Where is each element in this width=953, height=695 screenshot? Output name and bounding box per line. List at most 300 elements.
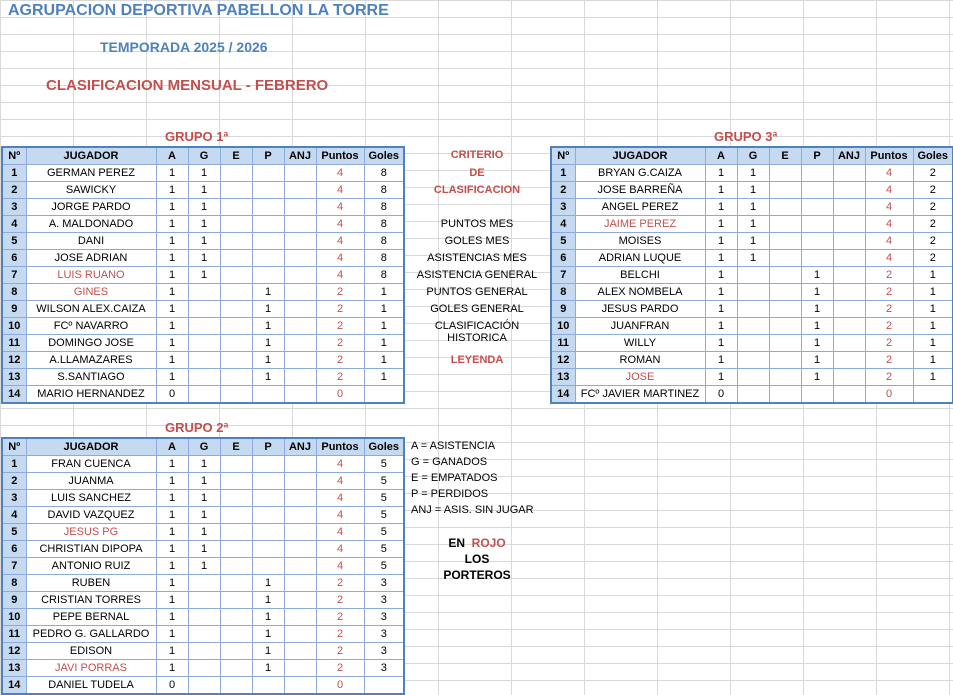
- player-name: WILSON ALEX.CAIZA: [26, 301, 156, 318]
- player-name: MARIO HERNANDEZ: [26, 386, 156, 404]
- cell-n: 3: [551, 199, 575, 216]
- cell-g: 1: [188, 490, 220, 507]
- note-en: EN: [448, 536, 465, 550]
- cell-pts: 4: [316, 490, 364, 507]
- cell-n: 8: [2, 284, 26, 301]
- cell-a: 1: [156, 643, 188, 660]
- cell-e: [769, 335, 801, 352]
- table-row: [2, 490, 404, 507]
- cell-a: 1: [705, 199, 737, 216]
- player-name: JORGE PARDO: [26, 199, 156, 216]
- cell-e: [220, 541, 252, 558]
- cell-anj: [284, 250, 316, 267]
- table-row: [551, 250, 953, 267]
- table-row: [2, 575, 404, 592]
- table-row: [2, 609, 404, 626]
- cell-g: 1: [737, 233, 769, 250]
- column-header: A: [705, 147, 737, 165]
- cell-pts: 4: [316, 267, 364, 284]
- column-header: P: [252, 438, 284, 456]
- group-1-table: [1, 146, 405, 404]
- cell-pts: 2: [316, 369, 364, 386]
- cell-pts: 4: [865, 199, 913, 216]
- cell-a: 1: [156, 352, 188, 369]
- cell-p: 1: [252, 301, 284, 318]
- cell-n: 6: [2, 541, 26, 558]
- cell-p: [252, 267, 284, 284]
- cell-n: 4: [2, 507, 26, 524]
- cell-e: [769, 267, 801, 284]
- cell-anj: [284, 267, 316, 284]
- player-name: DANI: [26, 233, 156, 250]
- criteria-item: PUNTOS MES: [440, 218, 514, 230]
- cell-goles: [913, 386, 953, 404]
- cell-p: [801, 165, 833, 182]
- cell-n: 12: [551, 352, 575, 369]
- cell-pts: 4: [865, 165, 913, 182]
- cell-anj: [284, 490, 316, 507]
- group-3-table: [550, 146, 953, 404]
- cell-anj: [284, 335, 316, 352]
- cell-goles: 3: [364, 592, 404, 609]
- cell-a: 1: [156, 318, 188, 335]
- player-name: FCº JAVIER MARTINEZ: [575, 386, 705, 404]
- cell-e: [220, 386, 252, 404]
- column-header: ANJ: [284, 438, 316, 456]
- cell-a: 1: [156, 250, 188, 267]
- criteria-heading-de: DE: [469, 167, 485, 179]
- cell-pts: 2: [316, 335, 364, 352]
- column-header: A: [156, 438, 188, 456]
- criteria-item: ASISTENCIAS MES: [427, 252, 527, 264]
- cell-pts: 2: [865, 369, 913, 386]
- cell-a: 1: [705, 182, 737, 199]
- goalkeeper-note-line1: [404, 536, 550, 550]
- cell-a: 1: [156, 456, 188, 473]
- cell-g: [188, 386, 220, 404]
- cell-anj: [833, 216, 865, 233]
- cell-g: 1: [188, 165, 220, 182]
- player-name: JOSE BARREÑA: [575, 182, 705, 199]
- cell-pts: 4: [865, 182, 913, 199]
- cell-n: 6: [2, 250, 26, 267]
- player-name: JAVI PORRAS: [26, 660, 156, 677]
- cell-g: [188, 575, 220, 592]
- cell-n: 14: [2, 386, 26, 404]
- player-name: ROMAN: [575, 352, 705, 369]
- cell-p: [801, 216, 833, 233]
- cell-g: 1: [737, 182, 769, 199]
- player-name: LUIS SANCHEZ: [26, 490, 156, 507]
- cell-n: 13: [2, 660, 26, 677]
- table-row: [2, 643, 404, 660]
- cell-p: 1: [252, 609, 284, 626]
- cell-a: 1: [156, 182, 188, 199]
- cell-goles: 2: [913, 199, 953, 216]
- player-name: SAWICKY: [26, 182, 156, 199]
- cell-n: 2: [551, 182, 575, 199]
- cell-g: 1: [188, 233, 220, 250]
- monthly-classification-title: CLASIFICACION MENSUAL - FEBRERO: [46, 77, 329, 94]
- cell-g: [737, 267, 769, 284]
- cell-e: [769, 318, 801, 335]
- cell-goles: 1: [913, 284, 953, 301]
- cell-goles: 5: [364, 473, 404, 490]
- player-name: JESUS PARDO: [575, 301, 705, 318]
- cell-n: 6: [551, 250, 575, 267]
- cell-anj: [833, 369, 865, 386]
- group-3-title: GRUPO 3ª: [714, 129, 778, 144]
- cell-goles: 2: [913, 216, 953, 233]
- cell-goles: 1: [364, 284, 404, 301]
- cell-p: 1: [252, 643, 284, 660]
- cell-a: 1: [705, 267, 737, 284]
- table-row: [2, 473, 404, 490]
- cell-e: [220, 592, 252, 609]
- cell-a: 0: [156, 386, 188, 404]
- player-name: JAIME PEREZ: [575, 216, 705, 233]
- legend-item: E = EMPATADOS: [411, 472, 498, 484]
- cell-goles: 5: [364, 558, 404, 575]
- cell-p: [801, 182, 833, 199]
- table-row: [2, 318, 404, 335]
- cell-pts: 4: [316, 473, 364, 490]
- cell-goles: 1: [913, 352, 953, 369]
- legend-item: P = PERDIDOS: [411, 488, 489, 500]
- cell-g: [188, 626, 220, 643]
- cell-goles: 3: [364, 609, 404, 626]
- criteria-item: ASISTENCIA GENERAL: [416, 269, 538, 281]
- cell-anj: [833, 165, 865, 182]
- cell-p: 1: [801, 267, 833, 284]
- cell-goles: 5: [364, 507, 404, 524]
- cell-pts: 2: [316, 301, 364, 318]
- table-row: [551, 165, 953, 182]
- table-row: [551, 199, 953, 216]
- cell-anj: [284, 473, 316, 490]
- cell-e: [220, 456, 252, 473]
- column-header: A: [156, 147, 188, 165]
- cell-goles: 1: [913, 335, 953, 352]
- player-name: BELCHI: [575, 267, 705, 284]
- cell-pts: 4: [865, 250, 913, 267]
- cell-n: 10: [2, 609, 26, 626]
- criteria-item: CLASIFICACIÓN HISTORICA: [434, 320, 520, 344]
- legend-heading: LEYENDA: [450, 354, 504, 366]
- cell-a: 1: [156, 216, 188, 233]
- player-name: GERMAN PEREZ: [26, 165, 156, 182]
- column-header: ANJ: [284, 147, 316, 165]
- cell-goles: 5: [364, 490, 404, 507]
- cell-a: 1: [705, 335, 737, 352]
- cell-g: [188, 352, 220, 369]
- cell-n: 13: [2, 369, 26, 386]
- cell-g: 1: [737, 216, 769, 233]
- cell-anj: [833, 182, 865, 199]
- cell-e: [220, 609, 252, 626]
- cell-a: 1: [156, 199, 188, 216]
- cell-anj: [284, 165, 316, 182]
- cell-e: [220, 165, 252, 182]
- cell-pts: 4: [316, 216, 364, 233]
- cell-p: 1: [801, 352, 833, 369]
- cell-e: [220, 677, 252, 695]
- column-header: E: [220, 147, 252, 165]
- cell-goles: 1: [364, 352, 404, 369]
- player-name: JOSE ADRIAN: [26, 250, 156, 267]
- cell-a: 1: [156, 233, 188, 250]
- cell-pts: 2: [865, 284, 913, 301]
- cell-n: 12: [2, 352, 26, 369]
- table-row: [2, 352, 404, 369]
- player-name: A.LLAMAZARES: [26, 352, 156, 369]
- table-row: [2, 284, 404, 301]
- cell-pts: 4: [316, 165, 364, 182]
- cell-a: 1: [156, 609, 188, 626]
- cell-p: 1: [801, 318, 833, 335]
- table-row: [2, 182, 404, 199]
- player-name: DANIEL TUDELA: [26, 677, 156, 695]
- cell-pts: 2: [316, 284, 364, 301]
- cell-anj: [833, 250, 865, 267]
- table-row: [2, 216, 404, 233]
- cell-goles: 8: [364, 216, 404, 233]
- player-name: JESUS PG: [26, 524, 156, 541]
- cell-p: 1: [252, 660, 284, 677]
- table-row: [2, 250, 404, 267]
- cell-e: [220, 626, 252, 643]
- column-header: G: [188, 438, 220, 456]
- cell-e: [220, 301, 252, 318]
- cell-n: 11: [551, 335, 575, 352]
- cell-anj: [833, 335, 865, 352]
- cell-pts: 2: [865, 335, 913, 352]
- cell-n: 9: [2, 592, 26, 609]
- cell-goles: 1: [913, 301, 953, 318]
- cell-a: 1: [156, 284, 188, 301]
- cell-pts: 4: [316, 507, 364, 524]
- cell-anj: [833, 352, 865, 369]
- cell-g: [737, 386, 769, 404]
- player-name: ANGEL PEREZ: [575, 199, 705, 216]
- column-header: JUGADOR: [26, 438, 156, 456]
- cell-p: 1: [801, 335, 833, 352]
- cell-pts: 4: [316, 524, 364, 541]
- cell-a: 1: [705, 284, 737, 301]
- cell-goles: 5: [364, 541, 404, 558]
- cell-n: 1: [2, 456, 26, 473]
- cell-p: 1: [252, 592, 284, 609]
- cell-goles: 8: [364, 182, 404, 199]
- cell-e: [769, 301, 801, 318]
- cell-g: [188, 609, 220, 626]
- cell-e: [220, 473, 252, 490]
- cell-g: 1: [188, 267, 220, 284]
- table-row: [2, 199, 404, 216]
- table-row: [2, 301, 404, 318]
- cell-anj: [284, 182, 316, 199]
- table-row: [551, 369, 953, 386]
- cell-p: 1: [252, 575, 284, 592]
- column-header: JUGADOR: [26, 147, 156, 165]
- cell-g: 1: [188, 524, 220, 541]
- player-name: JUANFRAN: [575, 318, 705, 335]
- table-row: [2, 660, 404, 677]
- cell-n: 4: [2, 216, 26, 233]
- cell-a: 1: [705, 250, 737, 267]
- group-1-title: GRUPO 1ª: [165, 129, 229, 144]
- player-name: MOISES: [575, 233, 705, 250]
- player-name: DAVID VAZQUEZ: [26, 507, 156, 524]
- cell-pts: 4: [865, 216, 913, 233]
- criteria-item: GOLES GENERAL: [430, 303, 524, 315]
- player-name: EDISON: [26, 643, 156, 660]
- cell-a: 1: [156, 165, 188, 182]
- cell-pts: 2: [316, 592, 364, 609]
- cell-goles: 5: [364, 524, 404, 541]
- cell-goles: 8: [364, 233, 404, 250]
- cell-a: 1: [156, 507, 188, 524]
- cell-p: [252, 233, 284, 250]
- cell-n: 3: [2, 199, 26, 216]
- cell-anj: [833, 233, 865, 250]
- cell-p: [252, 456, 284, 473]
- cell-g: 1: [188, 473, 220, 490]
- cell-e: [220, 335, 252, 352]
- cell-anj: [284, 677, 316, 695]
- cell-n: 9: [551, 301, 575, 318]
- cell-anj: [284, 352, 316, 369]
- cell-a: 1: [156, 490, 188, 507]
- cell-n: 8: [551, 284, 575, 301]
- column-header: Goles: [364, 438, 404, 456]
- table-row: [2, 165, 404, 182]
- legend-item: G = GANADOS: [411, 456, 488, 468]
- cell-p: 1: [252, 335, 284, 352]
- cell-pts: 0: [316, 677, 364, 695]
- cell-p: [801, 250, 833, 267]
- group-2-title: GRUPO 2ª: [165, 420, 229, 435]
- player-name: RUBEN: [26, 575, 156, 592]
- goalkeeper-note-line2: LOS: [464, 552, 490, 566]
- cell-p: 1: [801, 284, 833, 301]
- player-name: ANTONIO RUIZ: [26, 558, 156, 575]
- season-label: TEMPORADA 2025 / 2026: [100, 39, 268, 55]
- cell-g: 1: [188, 216, 220, 233]
- cell-g: 1: [188, 541, 220, 558]
- cell-e: [220, 182, 252, 199]
- cell-pts: 2: [865, 267, 913, 284]
- header-row: [551, 147, 953, 165]
- cell-anj: [284, 626, 316, 643]
- cell-n: 5: [551, 233, 575, 250]
- player-name: A. MALDONADO: [26, 216, 156, 233]
- cell-p: 1: [801, 369, 833, 386]
- note-rojo: ROJO: [471, 536, 506, 550]
- cell-a: 1: [705, 318, 737, 335]
- cell-a: 1: [705, 233, 737, 250]
- cell-pts: 4: [316, 558, 364, 575]
- cell-n: 13: [551, 369, 575, 386]
- cell-e: [769, 250, 801, 267]
- cell-goles: 1: [913, 318, 953, 335]
- table-row: [2, 386, 404, 404]
- cell-g: [737, 369, 769, 386]
- cell-n: 10: [2, 318, 26, 335]
- cell-e: [220, 558, 252, 575]
- table-row: [2, 335, 404, 352]
- table-row: [551, 335, 953, 352]
- cell-n: 7: [2, 558, 26, 575]
- cell-e: [220, 575, 252, 592]
- cell-goles: 2: [913, 165, 953, 182]
- criteria-item: PUNTOS GENERAL: [426, 286, 528, 298]
- cell-goles: 8: [364, 267, 404, 284]
- table-row: [551, 352, 953, 369]
- cell-n: 2: [2, 182, 26, 199]
- table-row: [551, 233, 953, 250]
- cell-pts: 2: [865, 352, 913, 369]
- cell-e: [220, 369, 252, 386]
- column-header: Nº: [2, 147, 26, 165]
- cell-anj: [833, 386, 865, 404]
- cell-p: [801, 386, 833, 404]
- header-row: [2, 147, 404, 165]
- cell-goles: [364, 386, 404, 404]
- cell-goles: 3: [364, 660, 404, 677]
- cell-pts: 2: [316, 575, 364, 592]
- cell-g: [188, 335, 220, 352]
- cell-e: [220, 267, 252, 284]
- column-header: Goles: [364, 147, 404, 165]
- criteria-heading-clasificacion: CLASIFICACION: [433, 184, 521, 196]
- cell-goles: 2: [913, 233, 953, 250]
- cell-a: 1: [156, 541, 188, 558]
- cell-anj: [284, 456, 316, 473]
- cell-goles: 8: [364, 165, 404, 182]
- cell-a: 1: [156, 369, 188, 386]
- cell-n: 7: [2, 267, 26, 284]
- cell-p: [801, 233, 833, 250]
- cell-e: [769, 284, 801, 301]
- cell-pts: 4: [316, 541, 364, 558]
- cell-g: 1: [737, 250, 769, 267]
- cell-a: 1: [156, 660, 188, 677]
- cell-goles: 8: [364, 199, 404, 216]
- cell-g: [188, 643, 220, 660]
- player-name: JOSE: [575, 369, 705, 386]
- cell-n: 9: [2, 301, 26, 318]
- cell-pts: 4: [316, 456, 364, 473]
- cell-g: 1: [188, 507, 220, 524]
- cell-pts: 2: [316, 352, 364, 369]
- cell-p: [252, 386, 284, 404]
- cell-e: [220, 199, 252, 216]
- cell-p: [252, 199, 284, 216]
- cell-e: [220, 233, 252, 250]
- cell-pts: 2: [865, 301, 913, 318]
- cell-pts: 2: [316, 643, 364, 660]
- cell-a: 1: [705, 369, 737, 386]
- player-name: ADRIAN LUQUE: [575, 250, 705, 267]
- cell-p: [252, 182, 284, 199]
- cell-g: 1: [188, 182, 220, 199]
- cell-n: 4: [551, 216, 575, 233]
- column-header: Puntos: [316, 438, 364, 456]
- cell-p: 1: [252, 318, 284, 335]
- player-name: FCº NAVARRO: [26, 318, 156, 335]
- cell-p: [252, 250, 284, 267]
